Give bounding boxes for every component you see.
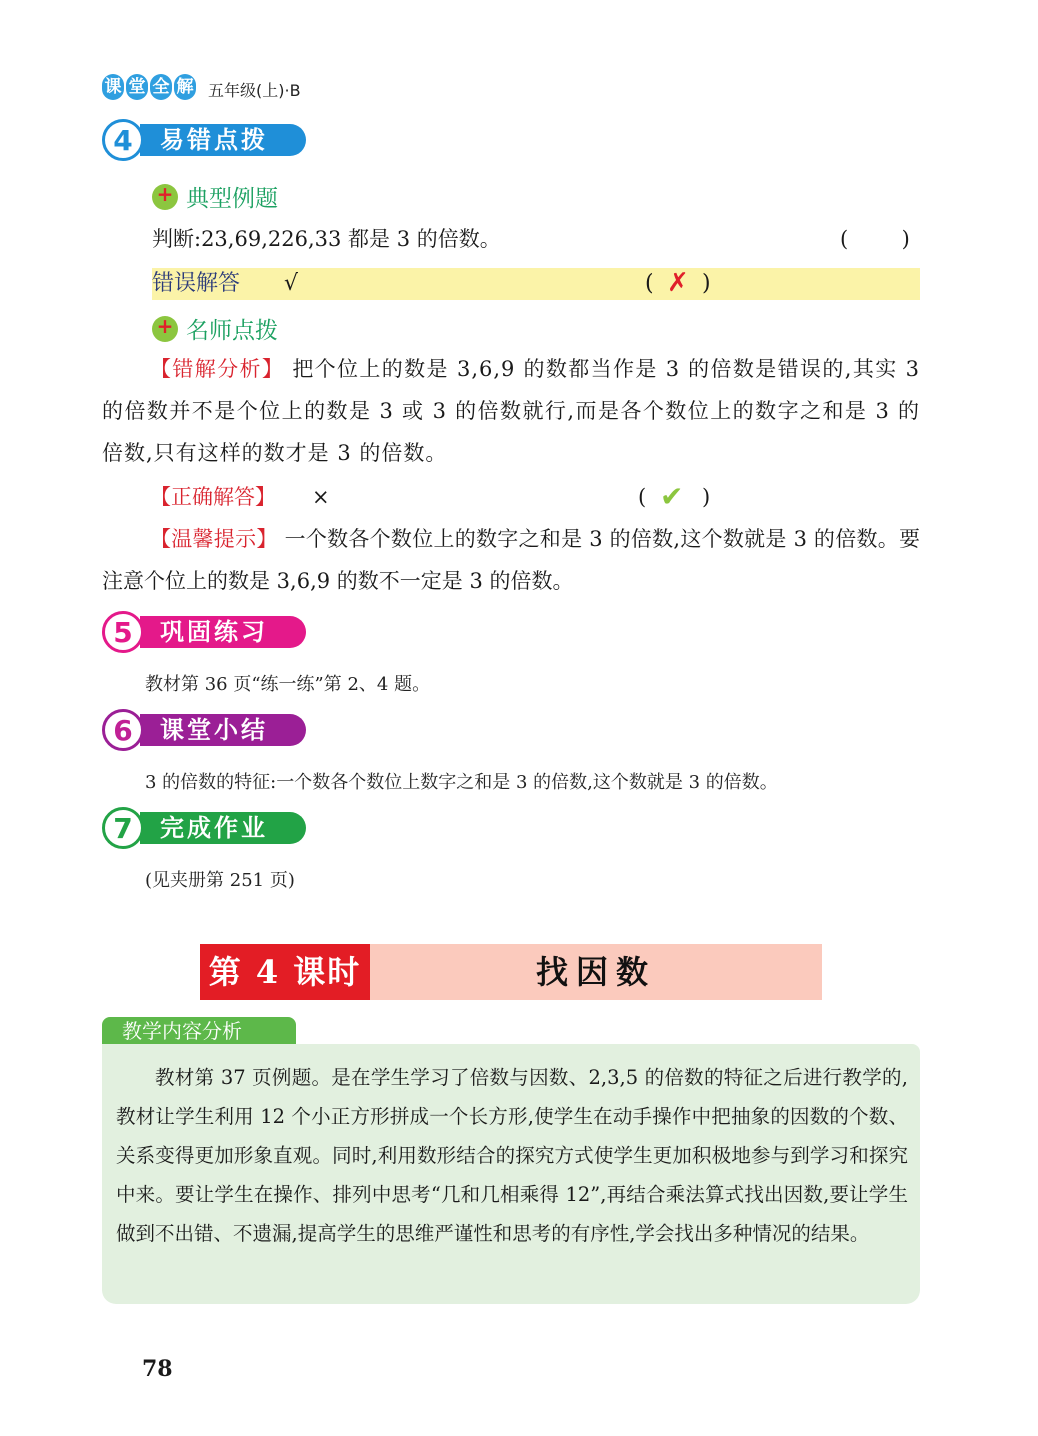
section-title: 易错点拨: [140, 124, 306, 156]
brand-char: 解: [174, 74, 196, 100]
reminder-text: 一个数各个数位上的数字之和是 3 的倍数,这个数就是 3 的倍数。要注意个位上的数是 3,6,9 的数不一定是 3 的倍数。: [102, 527, 920, 593]
wrong-answer-label: 错误解答: [152, 271, 241, 296]
example-heading-label: 典型例题: [186, 186, 278, 212]
section-number-badge: 6: [102, 709, 144, 751]
teacher-tip-heading-label: 名师点拨: [186, 318, 278, 344]
lesson-title-banner: 找因数: [370, 944, 822, 1000]
wrong-answer-bar: [152, 268, 920, 300]
red-cross-icon: ✗: [667, 268, 689, 298]
bracket-open: (: [638, 485, 647, 509]
page-number: 78: [142, 1356, 173, 1382]
bracket-open: (: [645, 271, 654, 296]
example-heading: [152, 180, 278, 213]
analysis-box: [102, 1044, 920, 1304]
bracket-close: ): [702, 271, 711, 296]
homework-text: (见夹册第 251 页): [145, 870, 295, 891]
book-subtitle: 五年级(上)·B: [208, 81, 301, 100]
analysis-text: 教材第 37 页例题。是在学生学习了倍数与因数、2,3,5 的倍数的特征之后进行教学的,教材让学生利用 12 个小正方形拼成一个长方形,使学生在动手操作中把抽象的因数的个数、关系变得更加形象直观。同时,利用数形结合的探究方式使学生更加积极地参与到学习和探究中来。要让学生在操作、排列中思考“几和几相乘得 12”,再结合乘法算式找出因数,要让学生做到不出错、不遗漏,提高学生的思维严谨性和思考的有序性,学会找出多种情况的结果。: [116, 1066, 908, 1245]
section-title: 课堂小结: [140, 714, 306, 746]
section-title: 完成作业: [140, 812, 306, 844]
reminder-paragraph: [102, 518, 920, 602]
practice-text: 教材第 36 页“练一练”第 2、4 题。: [145, 674, 431, 695]
section-4-heading: [102, 120, 306, 160]
teacher-tip-heading: [152, 312, 278, 345]
wrong-answer-value: √: [284, 271, 299, 296]
error-analysis-paragraph: [102, 348, 920, 474]
summary-text: 3 的倍数的特征:一个数各个数位上数字之和是 3 的倍数,这个数就是 3 的倍数。: [145, 772, 778, 793]
error-analysis-label: 【错解分析】: [150, 357, 285, 381]
recycle-icon: [152, 316, 178, 342]
section-6-heading: [102, 710, 306, 750]
example-question: 判断:23,69,226,33 都是 3 的倍数。: [152, 227, 501, 251]
book-brand: [102, 74, 196, 100]
answer-brackets: ( ): [840, 227, 910, 251]
analysis-tab: 教学内容分析: [102, 1017, 296, 1045]
section-number-badge: 5: [102, 611, 144, 653]
brand-char: 课: [102, 74, 124, 100]
section-number-badge: 7: [102, 807, 144, 849]
section-number-badge: 4: [102, 119, 144, 161]
section-7-heading: [102, 808, 306, 848]
brand-char: 堂: [126, 74, 148, 100]
correct-answer-value: ×: [312, 485, 330, 509]
section-5-heading: [102, 612, 306, 652]
bracket-close: ): [702, 485, 711, 509]
reminder-label: 【温馨提示】: [150, 527, 278, 551]
correct-answer-label: 【正确解答】: [150, 485, 276, 509]
section-title: 巩固练习: [140, 616, 306, 648]
recycle-icon: [152, 184, 178, 210]
green-check-icon: ✔: [660, 480, 684, 513]
lesson-number-banner: 第 4 课时: [200, 944, 370, 1000]
error-analysis-text: 把个位上的数是 3,6,9 的数都当作是 3 的倍数是错误的,其实 3 的倍数并不是个位上的数是 3 或 3 的倍数就行,而是各个数位上的数字之和是 3 的倍数,只有这样的数才是 3 的倍数。: [102, 357, 920, 465]
brand-char: 全: [150, 74, 172, 100]
